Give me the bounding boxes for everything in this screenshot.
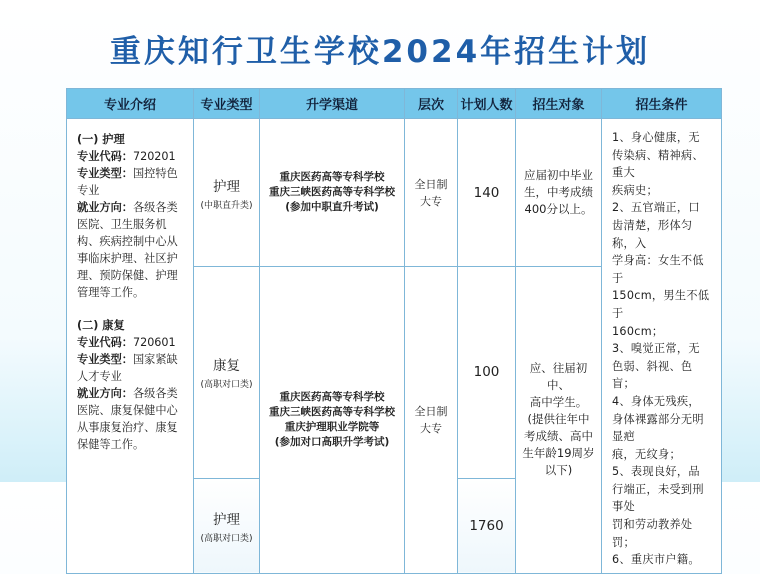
table-row xyxy=(67,119,722,267)
level-cell-2 xyxy=(405,267,458,574)
type-main: 康复 xyxy=(213,358,240,375)
header-target: 招生对象 xyxy=(516,89,602,119)
code-label: 专业代码： xyxy=(77,336,133,349)
nursing-career: 各级各类医院、卫生服务机构、疾病控制中心从事临床护理、社区护理、预防保健、护理管理等工作。 xyxy=(77,201,178,299)
condition-line: 罚和劳动教养处罚； xyxy=(612,518,693,549)
channel-cell-2 xyxy=(260,267,405,574)
condition-line: 150cm，男生不低于 xyxy=(612,289,710,320)
count-cell-2: 100 xyxy=(458,267,516,479)
header-count: 计划人数 xyxy=(458,89,516,119)
count-cell-1: 140 xyxy=(458,119,516,267)
rehab-career: 各级各类医院、康复保健中心从事康复治疗、康复保健等工作。 xyxy=(77,387,178,451)
condition-line: 6、重庆市户籍。 xyxy=(612,553,700,567)
header-conditions: 招生条件 xyxy=(602,89,722,119)
enrollment-table xyxy=(66,88,722,574)
career-label: 就业方向： xyxy=(77,201,133,214)
condition-line: 160cm； xyxy=(612,324,664,338)
header-channel: 升学渠道 xyxy=(260,89,405,119)
header-intro: 专业介绍 xyxy=(67,89,194,119)
channel-line: (参加中职直升考试) xyxy=(285,201,379,213)
target-line: 高中学生。 xyxy=(529,395,588,410)
count-cell-3: 1760 xyxy=(458,478,516,573)
code-label: 专业代码： xyxy=(77,150,133,163)
rehab-code: 720601 xyxy=(132,336,176,349)
nursing-intro xyxy=(77,131,187,301)
condition-line: 传染病、精神病、重大 xyxy=(612,148,704,180)
condition-line: 4、身体无残疾， xyxy=(612,394,700,408)
nursing-heading: (一) 护理 xyxy=(77,133,125,146)
target-cell-1 xyxy=(516,119,602,267)
rehab-heading: (二) 康复 xyxy=(77,319,125,332)
major-intro-cell xyxy=(67,119,194,574)
level-line: 全日制 xyxy=(414,404,448,418)
page-title: 重庆知行卫生学校2024年招生计划 xyxy=(109,34,651,70)
condition-line: 齿清楚，形体匀称，入 xyxy=(612,218,693,250)
condition-line: 3、嗅觉正常，无 xyxy=(612,342,700,356)
condition-line: 1、身心健康，无 xyxy=(612,131,700,144)
type-main: 护理 xyxy=(213,511,240,528)
target-line: 考成绩、高中 xyxy=(524,429,593,444)
rehab-intro xyxy=(77,317,187,453)
level-cell-1 xyxy=(405,119,458,267)
target-cell-2 xyxy=(516,267,602,574)
condition-line: 身体裸露部分无明显疤 xyxy=(612,412,704,444)
target-line: 400分以上。 xyxy=(524,202,593,216)
type-sub: (中职直升类) xyxy=(200,200,253,211)
channel-line: 重庆医药高等专科学校 xyxy=(279,390,385,403)
type-cell-nursing-vocational xyxy=(194,478,260,573)
condition-line: 学身高：女生不低于 xyxy=(612,254,704,285)
channel-line: (参加对口高职升学考试) xyxy=(274,435,390,448)
target-line: (提供往年中 xyxy=(527,412,590,427)
conditions-cell xyxy=(602,119,722,574)
target-line: 以下) xyxy=(544,463,573,478)
channel-line: 重庆医药高等专科学校 xyxy=(279,171,385,183)
condition-line: 色弱、斜视、色盲； xyxy=(612,359,693,391)
condition-line: 5、表现良好，品 xyxy=(612,465,700,479)
target-line: 应届初中毕业 xyxy=(524,168,593,182)
condition-line: 疾病史； xyxy=(612,183,658,197)
target-line: 生，中考成绩 xyxy=(524,185,593,199)
type-label: 专业类型： xyxy=(77,353,133,366)
type-cell-nursing-direct xyxy=(194,119,260,267)
type-main: 护理 xyxy=(213,178,240,195)
career-label: 就业方向： xyxy=(77,387,133,400)
header-type: 专业类型 xyxy=(194,89,260,119)
header-level: 层次 xyxy=(405,89,458,119)
level-line: 大专 xyxy=(420,421,442,435)
level-line: 全日制 xyxy=(414,177,448,191)
type-sub: (高职对口类) xyxy=(200,380,253,391)
channel-line: 重庆三峡医药高等专科学校 xyxy=(269,405,395,418)
target-line: 应、往届初中、 xyxy=(529,361,588,393)
condition-line: 行端正，未受到刑事处 xyxy=(612,482,704,514)
target-line: 生年龄19周岁 xyxy=(522,446,595,461)
level-line: 大专 xyxy=(420,194,442,208)
type-label: 专业类型： xyxy=(77,167,133,180)
type-cell-rehab xyxy=(194,267,260,479)
condition-line: 2、五官端正，口 xyxy=(612,201,700,215)
channel-cell-1 xyxy=(260,119,405,267)
type-sub: (高职对口类) xyxy=(200,533,253,544)
header-row xyxy=(67,89,722,119)
enrollment-table-wrap xyxy=(66,88,721,567)
channel-line: 重庆护理职业学院等 xyxy=(284,420,380,433)
nursing-type: 国控特色专业 xyxy=(77,167,178,197)
nursing-code: 720201 xyxy=(132,150,176,163)
channel-line: 重庆三峡医药高等专科学校 xyxy=(269,186,395,198)
condition-line: 痕，无纹身； xyxy=(612,447,681,461)
rehab-type: 国家紧缺人才专业 xyxy=(77,353,178,383)
